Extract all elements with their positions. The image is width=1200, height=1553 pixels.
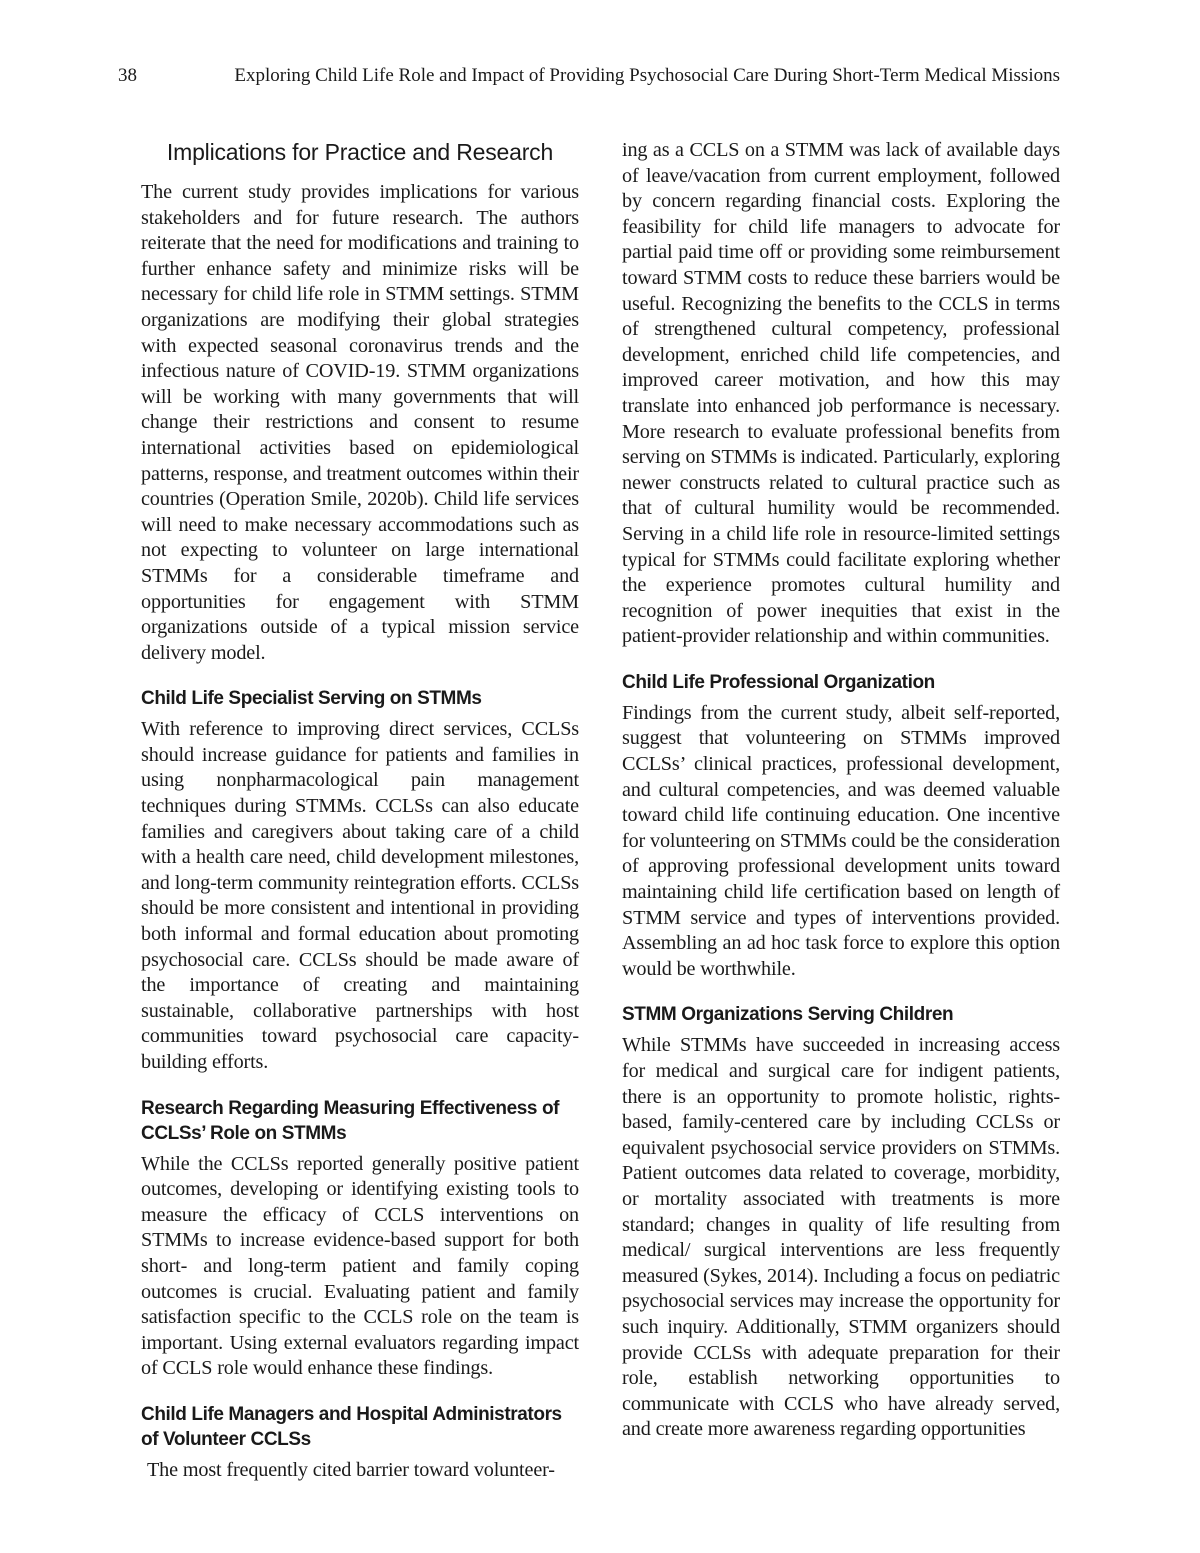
subsection-heading-stmm-organizations: STMM Organizations Serving Children xyxy=(622,1004,954,1026)
subsection-paragraph-research-effectiveness: While the CCLSs reported generally positive patient outcomes, developing or identifying existing tools to measure the efficacy of CCLS interventions on STMMs to increase evidence-based support for both short- and long-term patient and family coping outcomes is crucial. Evaluating patient and family satisfaction specific to the CCLS role on the team is important. Using external evaluators regarding impact of CCLS role would enhance these findings. xyxy=(141,1152,579,1380)
intro-paragraph: The current study provides implications for various stakeholders and for future research. The authors reiterate that the need for modifications and training to further enhance safety and minimize risks will be necessary for child life role in STMM settings. STMM organizations are modifying their global strategies with expected seasonal coronavirus trends and the infectious nature of COVID-19. STMM organizations will be working with many governments that will change their restrictions and consent to resume international activities based on epidemiological patterns, response, and treatment outcomes within their countries (Operation Smile, 2020b). Child life services will need to make necessary accommodations such as not expecting to volunteer on large international STMMs for a considerable timeframe and opportunities for engagement with STMM organizations outside of a typical mission service delivery model. xyxy=(141,181,579,664)
subsection-heading-professional-organization: Child Life Professional Organization xyxy=(622,671,935,693)
continued-paragraph: ing as a CCLS on a STMM was lack of available days of leave/vacation from current employment, followed by concern regarding financial costs. Exploring the feasibility for child life managers to advocate for partial paid time off or providing some reimbursement toward STMM costs to reduce these barriers would be useful. Recognizing the benefits to the CCLS in terms of strengthened cultural competency, professional development, enriched child life competencies, and improved career motivation, and how this may translate into enhanced job performance is necessary. More research to evaluate professional benefits from serving on STMMs is indicated. Particularly, exploring newer constructs related to cultural practice such as that of cultural humility would be recommended. Serving in a child life role in resource-limited settings typical for STMMs could facilitate exploring whether the experience promotes cultural humility and recognition of power inequities that exist in the patient-provider relationship and within communities. xyxy=(622,139,1060,648)
left-column xyxy=(141,138,579,1484)
subsection-paragraph-managers-administrators-start: The most frequently cited barrier toward volunteer- xyxy=(147,1458,555,1481)
right-column xyxy=(622,138,1060,1443)
section-title: Implications for Practice and Research xyxy=(166,139,554,165)
subsection-paragraph-child-life-specialist: With reference to improving direct services, CCLSs should increase guidance for patients and families in using nonpharmacological pain management techniques during STMMs. CCLSs can also educate families and caregivers about taking care of a child with a health care need, child development milestones, and long-term community reintegration efforts. CCLSs should be more consistent and intentional in providing both informal and formal education about promoting psychosocial care. CCLSs should be made aware of the importance of creating and maintaining sustainable, collaborative partnerships with host communities toward psychosocial care capacity-building efforts. xyxy=(141,718,579,1073)
subsection-paragraph-professional-organization: Findings from the current study, albeit self-reported, suggest that volunteering on STMMs improved CCLSs’ clinical practices, professional development, and cultural competencies, and was deemed valuable toward child life continuing education. One incentive for volunteering on STMMs could be the consideration of approving professional development units toward maintaining child life certification based on length of STMM service and types of interventions provided. Assembling an ad hoc task force to explore this option would be worthwhile. xyxy=(622,701,1060,980)
subsection-heading-managers-administrators: Child Life Managers and Hospital Administrators of Volunteer CCLSs xyxy=(141,1403,562,1450)
subsection-heading-child-life-specialist: Child Life Specialist Serving on STMMs xyxy=(141,688,482,710)
running-head: Exploring Child Life Role and Impact of Providing Psychosocial Care During Short-Term Medical Missions xyxy=(234,65,1060,86)
subsection-heading-research-effectiveness: Research Regarding Measuring Effectiveness of CCLSs’ Role on STMMs xyxy=(141,1097,560,1144)
subsection-paragraph-stmm-organizations: While STMMs have succeeded in increasing access for medical and surgical care for indigent patients, there is an opportunity to promote holistic, rights-based, family-centered care by including CCLSs or equivalent psychosocial service providers on STMMs. Patient outcomes data related to coverage, morbidity, or mortality associated with treatments is more standard; changes in quality of life resulting from medical/ surgical interventions are less frequently measured (Sykes, 2014). Including a focus on pediatric psychosocial services may increase the opportunity for such inquiry. Additionally, STMM organizers should provide CCLSs with adequate preparation for their role, establish networking opportunities to communicate with CCLS who have already served, and create more awareness regarding opportunities xyxy=(622,1034,1060,1441)
page-number: 38 xyxy=(118,65,137,86)
